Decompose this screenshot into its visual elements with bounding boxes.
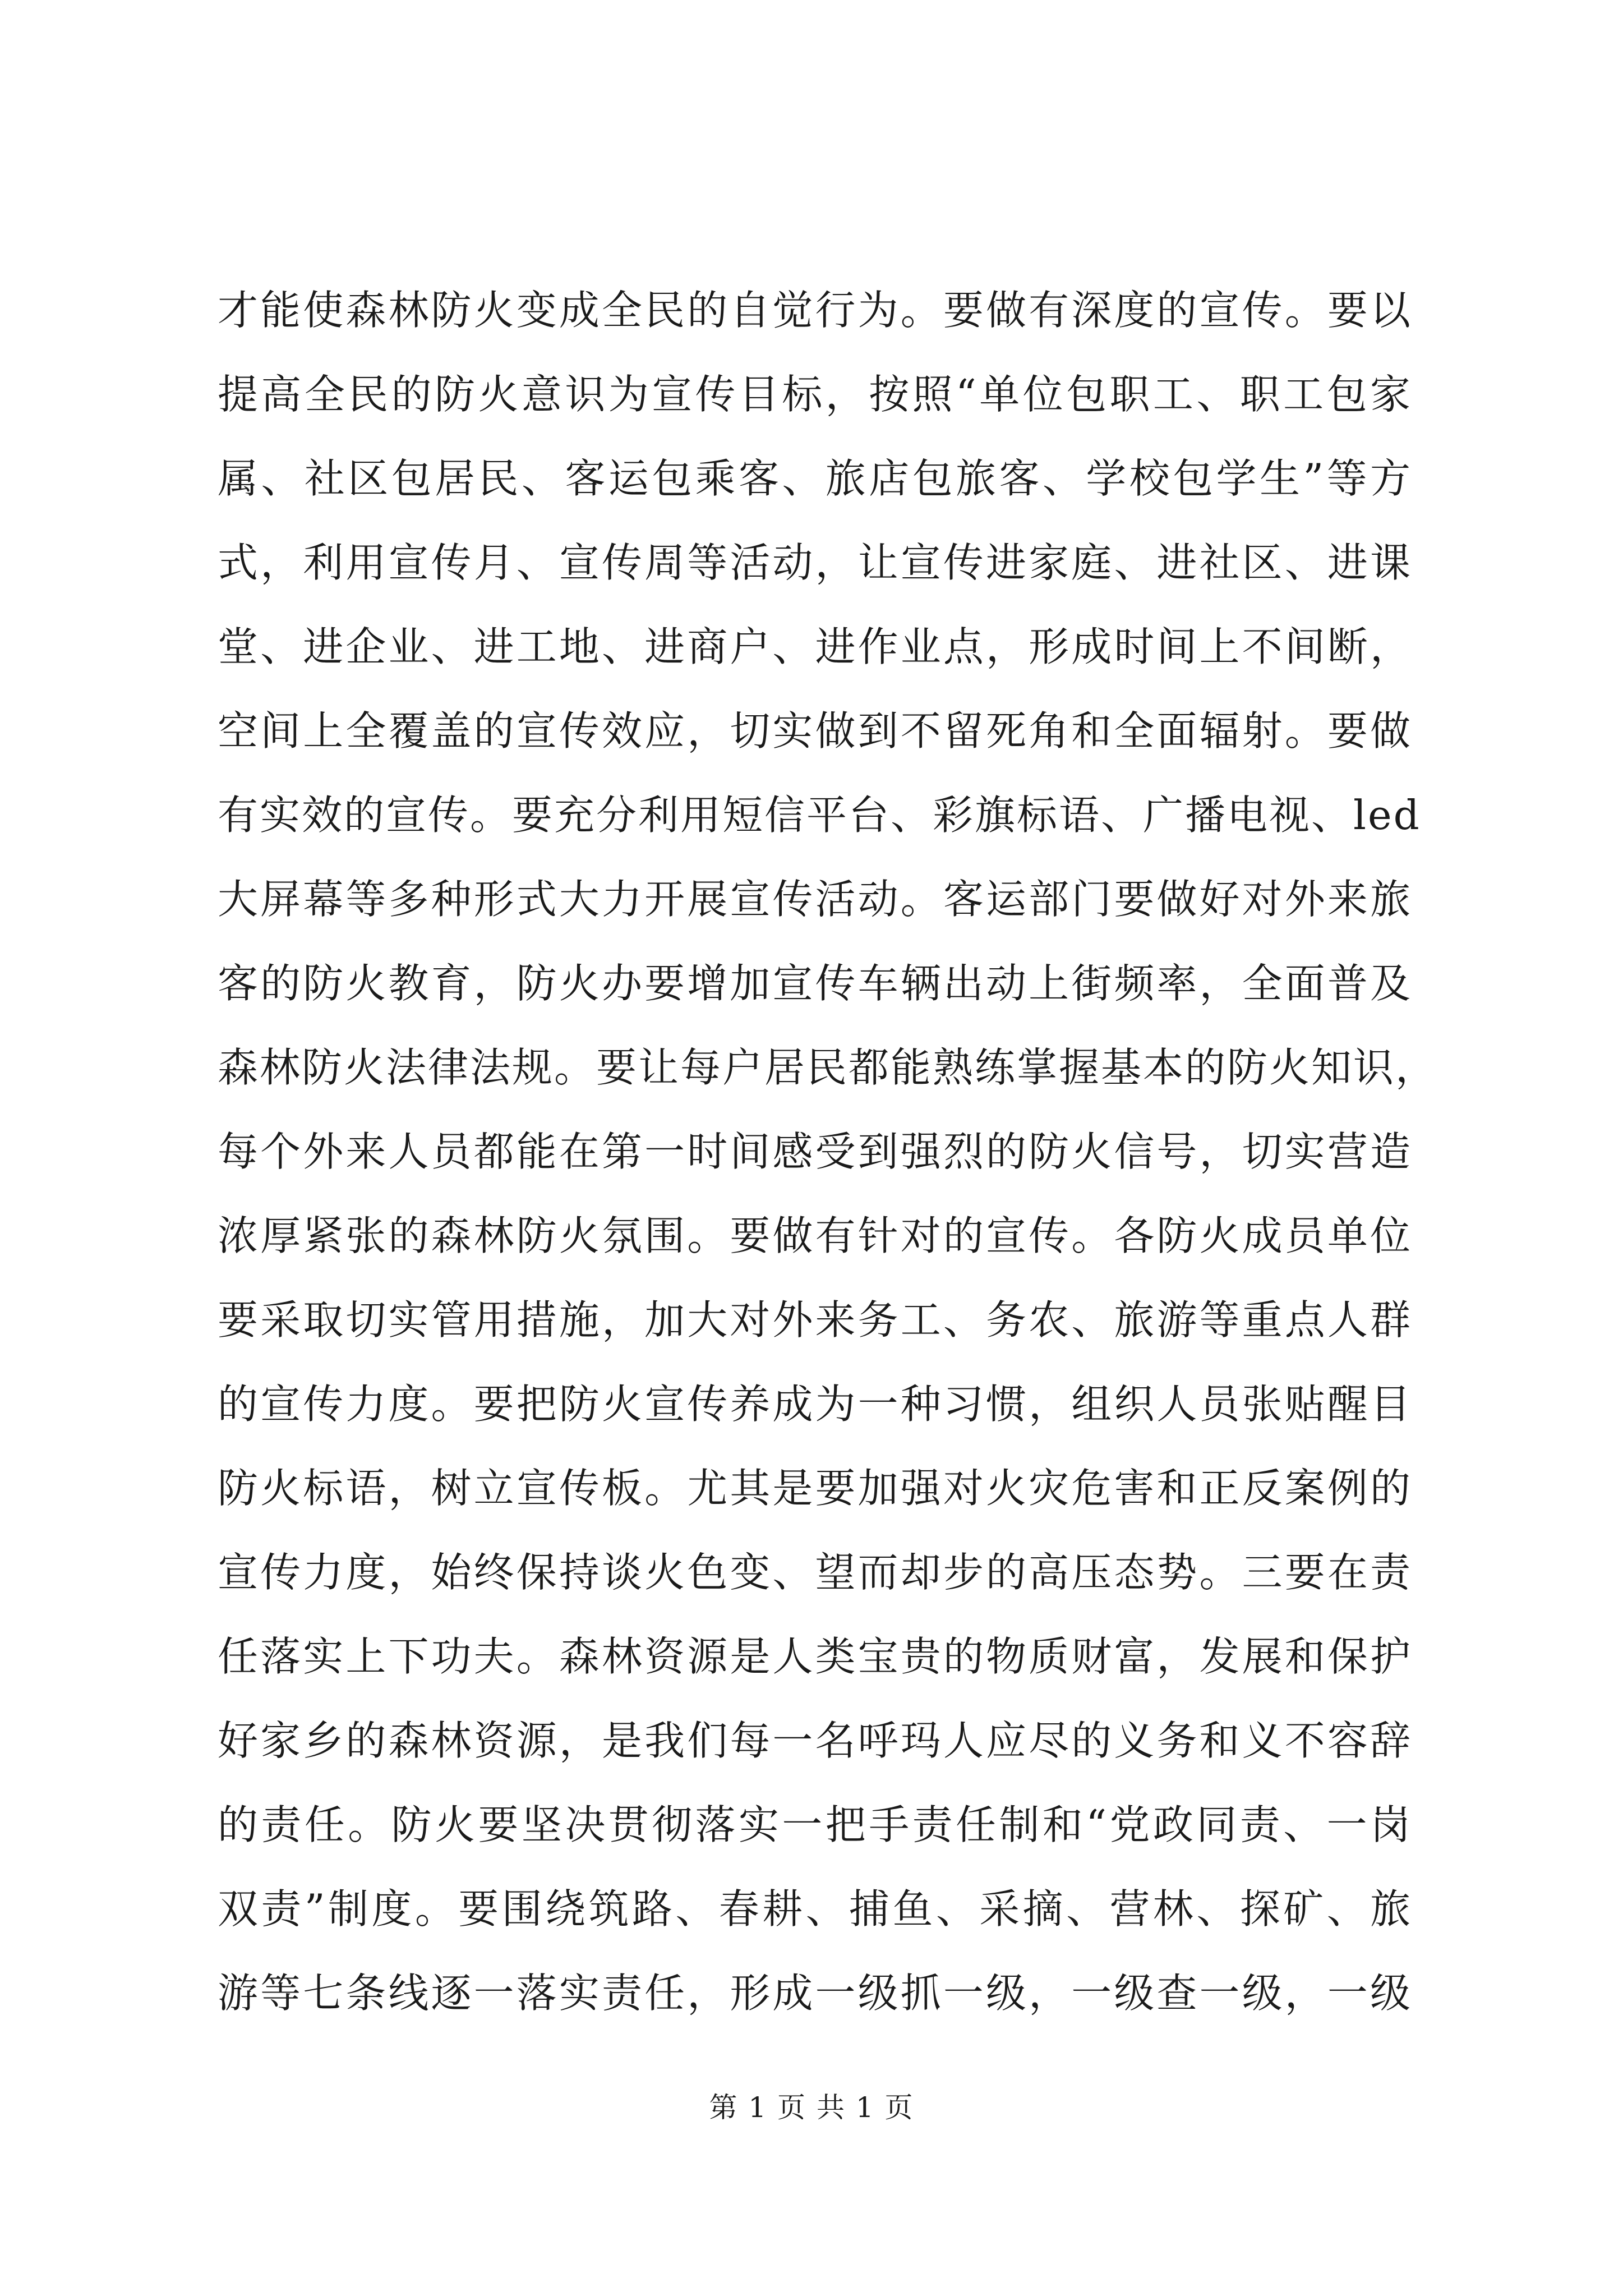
text-line: 式，利用宣传月、宣传周等活动，让宣传进家庭、进社区、进课 [218,539,1412,586]
text-line: 的责任。防火要坚决贯彻落实一把手责任制和“党政同责、一岗 [218,1801,1412,1848]
text-line: 要采取切实管用措施，加大对外来务工、务农、旅游等重点人群 [218,1296,1412,1343]
page-footer [0,2088,1623,2127]
page-number: 第 1 页 共 1 页 [709,2091,914,2124]
text-line: 客的防火教育，防火办要增加宣传车辆出动上街频率，全面普及 [218,960,1412,1007]
text-line: 任落实上下功夫。森林资源是人类宝贵的物质财富，发展和保护 [218,1633,1412,1680]
text-line: 有实效的宣传。要充分利用短信平台、彩旗标语、广播电视、led [218,792,1421,839]
text-line: 游等七条线逐一落实责任，形成一级抓一级，一级查一级，一级 [218,1970,1412,2017]
text-line: 空间上全覆盖的宣传效应，切实做到不留死角和全面辐射。要做 [218,707,1412,754]
text-line: 宣传力度，始终保持谈火色变、望而却步的高压态势。三要在责 [218,1549,1412,1596]
body-text [218,268,1438,2035]
text-line: 才能使森林防火变成全民的自觉行为。要做有深度的宣传。要以 [218,287,1412,334]
text-line: 好家乡的森林资源，是我们每一名呼玛人应尽的义务和义不容辞 [218,1717,1412,1764]
text-line: 属、社区包居民、客运包乘客、旅店包旅客、学校包学生”等方 [218,455,1412,502]
text-line: 浓厚紧张的森林防火氛围。要做有针对的宣传。各防火成员单位 [218,1212,1412,1259]
text-line: 堂、进企业、进工地、进商户、进作业点，形成时间上不间断， [218,623,1412,670]
text-line: 森林防火法律法规。要让每户居民都能熟练掌握基本的防火知识， [218,1044,1438,1091]
text-line: 双责”制度。要围绕筑路、春耕、捕鱼、采摘、营林、探矿、旅 [218,1885,1412,1932]
text-line: 每个外来人员都能在第一时间感受到强烈的防火信号，切实营造 [218,1128,1412,1175]
text-line: 的宣传力度。要把防火宣传养成为一种习惯，组织人员张贴醒目 [218,1381,1412,1428]
text-line: 大屏幕等多种形式大力开展宣传活动。客运部门要做好对外来旅 [218,876,1412,923]
text-line: 提高全民的防火意识为宣传目标，按照“单位包职工、职工包家 [218,371,1412,418]
text-line: 防火标语，树立宣传板。尤其是要加强对火灾危害和正反案例的 [218,1465,1412,1512]
